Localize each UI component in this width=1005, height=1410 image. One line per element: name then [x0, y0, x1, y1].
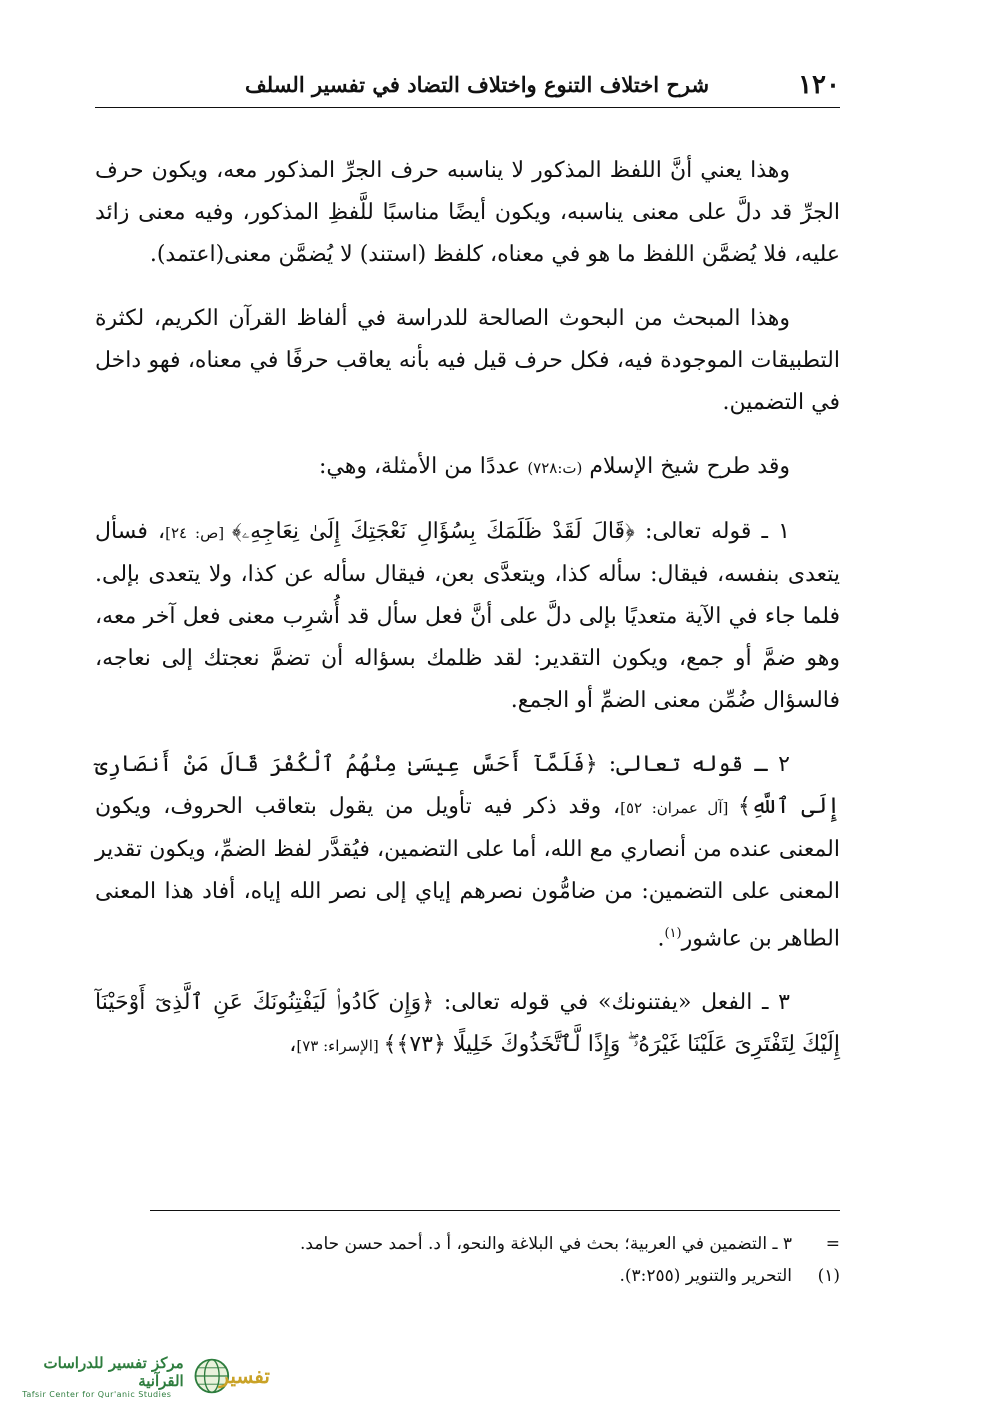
logo-arabic-name: مركز تفسير للدراسات القرآنية [43, 1353, 184, 1390]
verse-reference: [ص: ٢٤] [165, 524, 232, 542]
death-date: (ت:٧٢٨) [527, 459, 583, 477]
footnote [95, 1228, 840, 1260]
paragraph-text: ١ ـ قوله تعالى: [634, 519, 790, 544]
paragraph-text: ، وقد ذكر فيه تأويل من يقول بتعاقب الحروف، ويكون المعنى عنده من أنصاري مع الله، أما على التضمين، فيُقدَّر لفظ الضمِّ، ويكون تقدير المعنى على التضمين: من ضامُّون نصرهم إياي إلى نصر الله إياه، أفاد هذا المعنى الطاهر بن عاشور [95, 794, 840, 952]
footnotes [95, 1228, 840, 1292]
tafsir-center-logo [10, 1348, 270, 1404]
paragraph-text: ، فسأل يتعدى بنفسه، فيقال: سأله كذا، ويتعدَّى بعن، فيقال سأله عن كذا، ولا يتعدى بإلى. فلما جاء في الآية متعديًا بإلى دلَّ على أنَّ فعل سأل قد أُشرِب معنى فعل آخر معه، وهو ضمَّ أو جمع، ويكون التقدير: لقد ظلمك بسؤاله أن تضمَّ نعجتك إلى نعاجه، فالسؤال ضُمِّن معنى الضمِّ أو الجمع. [95, 519, 840, 713]
paragraph-text: ٣ ـ الفعل «يفتنونك» في قوله تعالى: [434, 990, 790, 1016]
quran-verse: ﴿قَالَ لَقَدْ ظَلَمَكَ بِسُؤَالِ نَعْجَتِكَ إِلَىٰ نِعَاجِهِۦ﴾ [232, 519, 635, 544]
paragraph [95, 446, 840, 489]
paragraph: وهذا المبحث من البحوث الصالحة للدراسة في ألفاظ القرآن الكريم، لكثرة التطبيقات الموجودة فيه، فكل حرف قيل فيه بأنه يعاقب حرفًا في معناه، فهو داخل في التضمين. [95, 306, 841, 415]
example-paragraph [95, 982, 840, 1067]
footnote-rule [150, 1210, 840, 1211]
paragraph-text: ، [289, 1032, 297, 1058]
running-title: شرح اختلاف التنوع واختلاف التضاد في تفسير السلف [245, 72, 710, 97]
paragraph-text: عددًا من الأمثلة، وهي: [318, 454, 528, 479]
verse-reference: [الإسراء: ٧٣] [296, 1037, 384, 1056]
footnote-text: التحرير والتنوير (٣:٢٥٥). [619, 1266, 792, 1286]
paragraph-end: . [657, 926, 665, 952]
quran-verse: ﴿وَإِن كَادُوا۟ لَيَفْتِنُونَكَ عَنِ ٱلَّذِىٓ أَوْحَيْنَآ إِلَيْكَ لِتَفْتَرِىَ عَلَيْنَا غَيْرَهُۥ ۖ وَإِذًا لَّٱتَّخَذُوكَ خَلِيلًا ﴿٧٣﴾﴾ [95, 990, 840, 1058]
logo-english-name: Tafsir Center for Qur'anic Studies [22, 1389, 172, 1399]
header-rule [95, 107, 840, 108]
verse-reference: [آل عمران: ٥٢] [620, 799, 738, 817]
paragraph: وهذا يعني أنَّ اللفظ المذكور لا يناسبه حرف الجرِّ المذكور معه، ويكون حرف الجرِّ قد دلَّ على معنى يناسبه، ويكون أيضًا مناسبًا للَّفظِ المذكور، وفيه معنى زائد عليه، فلا يُضمَّن اللفظ ما هو في معناه، كلفظ (استند) لا يُضمَّن معنى(اعتمد). [95, 158, 840, 267]
page-header [95, 62, 840, 108]
footnote [95, 1260, 840, 1292]
quran-verse: ﴿فَلَمَّآ أَحَسَّ عِيسَىٰ مِنْهُمُ ٱلْكُفْرَ قَالَ مَنْ أَنصَارِىٓ إِلَى ٱللَّهِ﴾ [95, 752, 841, 819]
footnote-text: ٣ ـ التضمين في العربية؛ بحث في البلاغة والنحو، أ د. أحمد حسن حامد. [300, 1234, 792, 1254]
footnote-mark: = [825, 1234, 840, 1254]
footnote-mark: (١) [817, 1266, 840, 1286]
page-number: ١٢٠ [798, 70, 840, 100]
example-paragraph [95, 744, 840, 960]
paragraph-text: ٢ ـ قوله تعالى: [597, 752, 790, 777]
footnote-marker[interactable]: (١) [664, 926, 682, 941]
logo-text-block [10, 1354, 184, 1399]
example-paragraph [95, 511, 840, 722]
paragraph-text: وقد طرح شيخ الإسلام [582, 454, 790, 479]
logo-word: تفسير [219, 1364, 270, 1388]
main-text [95, 150, 840, 1089]
